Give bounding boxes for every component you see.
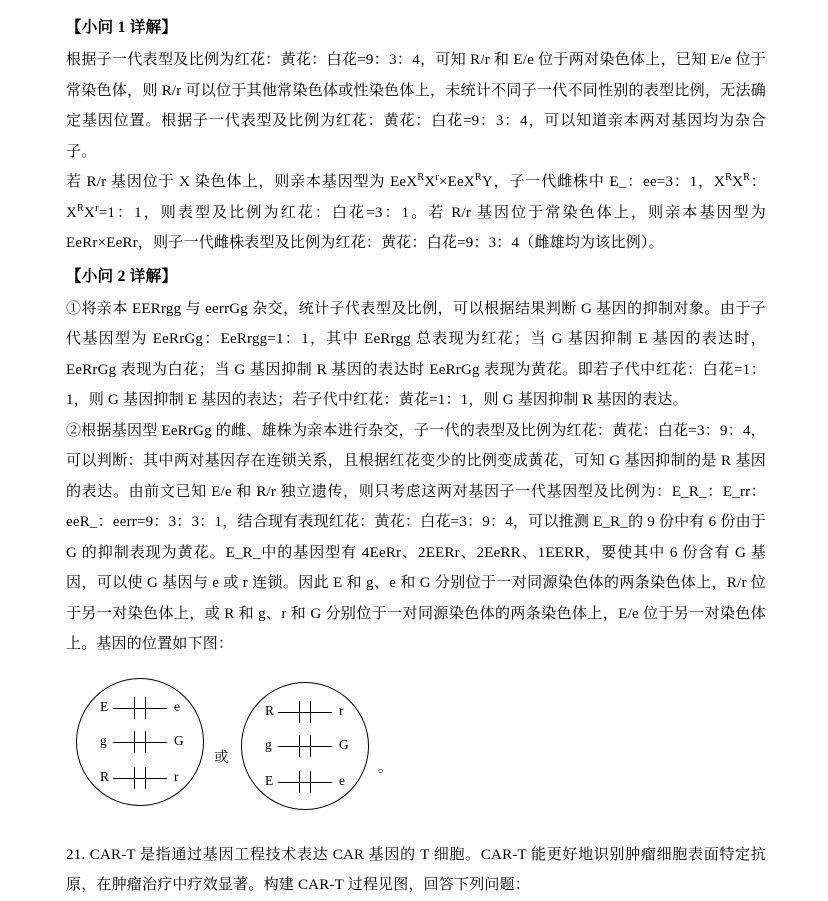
chromosome-tick bbox=[134, 767, 135, 789]
document-content bbox=[66, 10, 766, 901]
diagram-trailing-punctuation: 。 bbox=[378, 759, 393, 776]
chromosome-tick bbox=[310, 771, 311, 793]
chromosome-tick bbox=[134, 697, 135, 719]
chromosome-tick bbox=[145, 731, 146, 753]
allele-label: g bbox=[265, 736, 272, 752]
gene-linkage-diagram bbox=[66, 668, 766, 828]
chromosome-tick bbox=[145, 697, 146, 719]
allele-label: e bbox=[174, 698, 180, 714]
diagram-circle-right bbox=[241, 682, 369, 810]
allele-label: r bbox=[339, 702, 344, 718]
chromosome-bar bbox=[113, 742, 167, 743]
diagram-connector-text: 或 bbox=[214, 749, 229, 766]
allele-label: E bbox=[265, 772, 274, 788]
diagram-circle-left bbox=[76, 678, 204, 806]
paragraph-answer-2a: ①将亲本 EERrgg 与 eerrGg 杂交，统计子代表型及比例，可以根据结果判断 G 基因的抑制对象。由于子代基因型为 EeRrGg：EeRrgg=1：1，其中 EeRrgg 总表现为红花；当 G 基因抑制 E 基因的表达时，EeRrGg 表现为白花；当 G 基因抑制 R 基因的表达时 EeRrGg 表现为黄花。即若子代中红花：白花=1：1，则 G 基因抑制 E 基因的表达；若子代中红花：黄花=1：1，则 G 基因抑制 R 基因的表达。 bbox=[66, 300, 766, 408]
chromosome-pair-1 bbox=[113, 697, 167, 719]
chromosome-tick bbox=[134, 731, 135, 753]
allele-label: r bbox=[174, 768, 179, 784]
chromosome-pair-2 bbox=[278, 735, 332, 757]
paragraph-answer-2b: ②根据基因型 EeRrGg 的雌、雄株为亲本进行杂交，子一代的表型及比例为红花：黄花：白花=3：9：4，可以判断：其中两对基因存在连锁关系，且根据红花变少的比例变成黄花，可知 G 基因抑制的是 R 基因的表达。由前文已知 E/e 和 R/r 独立遗传，则只考虑这两对基因子一代基因型及比例为：E_R_：E_rr：eeR_：eerr=9：3：3：1，结合现有表现红花：黄花：白花=3：9：4，可以推测 E_R_的 9 份中有 6 份由于 G 的抑制表现为黄花。E_R_中的基因型有 4EeRr、2EERr、2EeRR、1EERR，要使其中 6 份含有 G 基因，可以使 G 基因与 e 或 r 连锁。因此 E 和 g、e 和 G 分别位于一对同源染色体的两条染色体上，R/r 位于另一对染色体上，或 R 和 g、r 和 G 分别位于一对同源染色体的两条染色体上，E/e 位于另一对染色体上。基因的位置如下图： bbox=[66, 422, 766, 652]
allele-label: G bbox=[339, 736, 349, 752]
chromosome-bar bbox=[113, 708, 167, 709]
chromosome-tick bbox=[299, 701, 300, 723]
chromosome-tick bbox=[145, 767, 146, 789]
allele-label: R bbox=[100, 768, 110, 784]
allele-label: e bbox=[339, 772, 345, 788]
allele-label: g bbox=[100, 732, 107, 748]
chromosome-tick bbox=[310, 735, 311, 757]
chromosome-bar bbox=[278, 712, 332, 713]
chromosome-pair-3 bbox=[278, 771, 332, 793]
paragraph-answer-1a: 根据子一代表型及比例为红花：黄花：白花=9：3：4，可知 R/r 和 E/e 位于两对染色体上，已知 E/e 位于常染色体，则 R/r 可以位于其他常染色体或性染色体上，未统计不同子一代不同性别的表型比例，无法确定基因位置。根据子一代表型及比例为红花：黄花：白花=9：3：4，可以知道亲本两对基因均为杂合子。 bbox=[66, 52, 766, 160]
chromosome-bar bbox=[113, 778, 167, 779]
heading-sub-question-2: 【小问 2 详解】 bbox=[66, 267, 178, 285]
chromosome-pair-2 bbox=[113, 731, 167, 753]
chromosome-bar bbox=[278, 782, 332, 783]
chromosome-tick bbox=[310, 701, 311, 723]
heading-sub-question-1: 【小问 1 详解】 bbox=[66, 19, 178, 36]
allele-label: E bbox=[100, 698, 109, 714]
chromosome-pair-1 bbox=[278, 701, 332, 723]
paragraph-question-21: 21. CAR-T 是指通过基因工程技术表达 CAR 基因的 T 细胞。CAR-T 能更好地识别肿瘤细胞表面特定抗原，在肿瘤治疗中疗效显著。构建 CAR-T 过程见图，回答下列问题： bbox=[66, 846, 766, 893]
chromosome-tick bbox=[299, 771, 300, 793]
allele-label: R bbox=[265, 702, 275, 718]
paragraph-answer-1b: 若 R/r 基因位于 X 染色体上，则亲本基因型为 $EeX^RX^r\times EeX^RY$，子一代雌株中 E_：ee=3：1，$X^RX^R$：$X^RX^r=1$：1，则表型及比例为红花：白花=3：1。若 R/r 基因位于常染色体上，则亲本基因型为 EeRr×EeRr，则子一代雌株表型及比例为红花：黄花：白花=9：3：4（雌雄均为该比例）。 bbox=[66, 172, 766, 251]
chromosome-pair-3 bbox=[113, 767, 167, 789]
chromosome-tick bbox=[299, 735, 300, 757]
allele-label: G bbox=[174, 732, 184, 748]
chromosome-bar bbox=[278, 746, 332, 747]
